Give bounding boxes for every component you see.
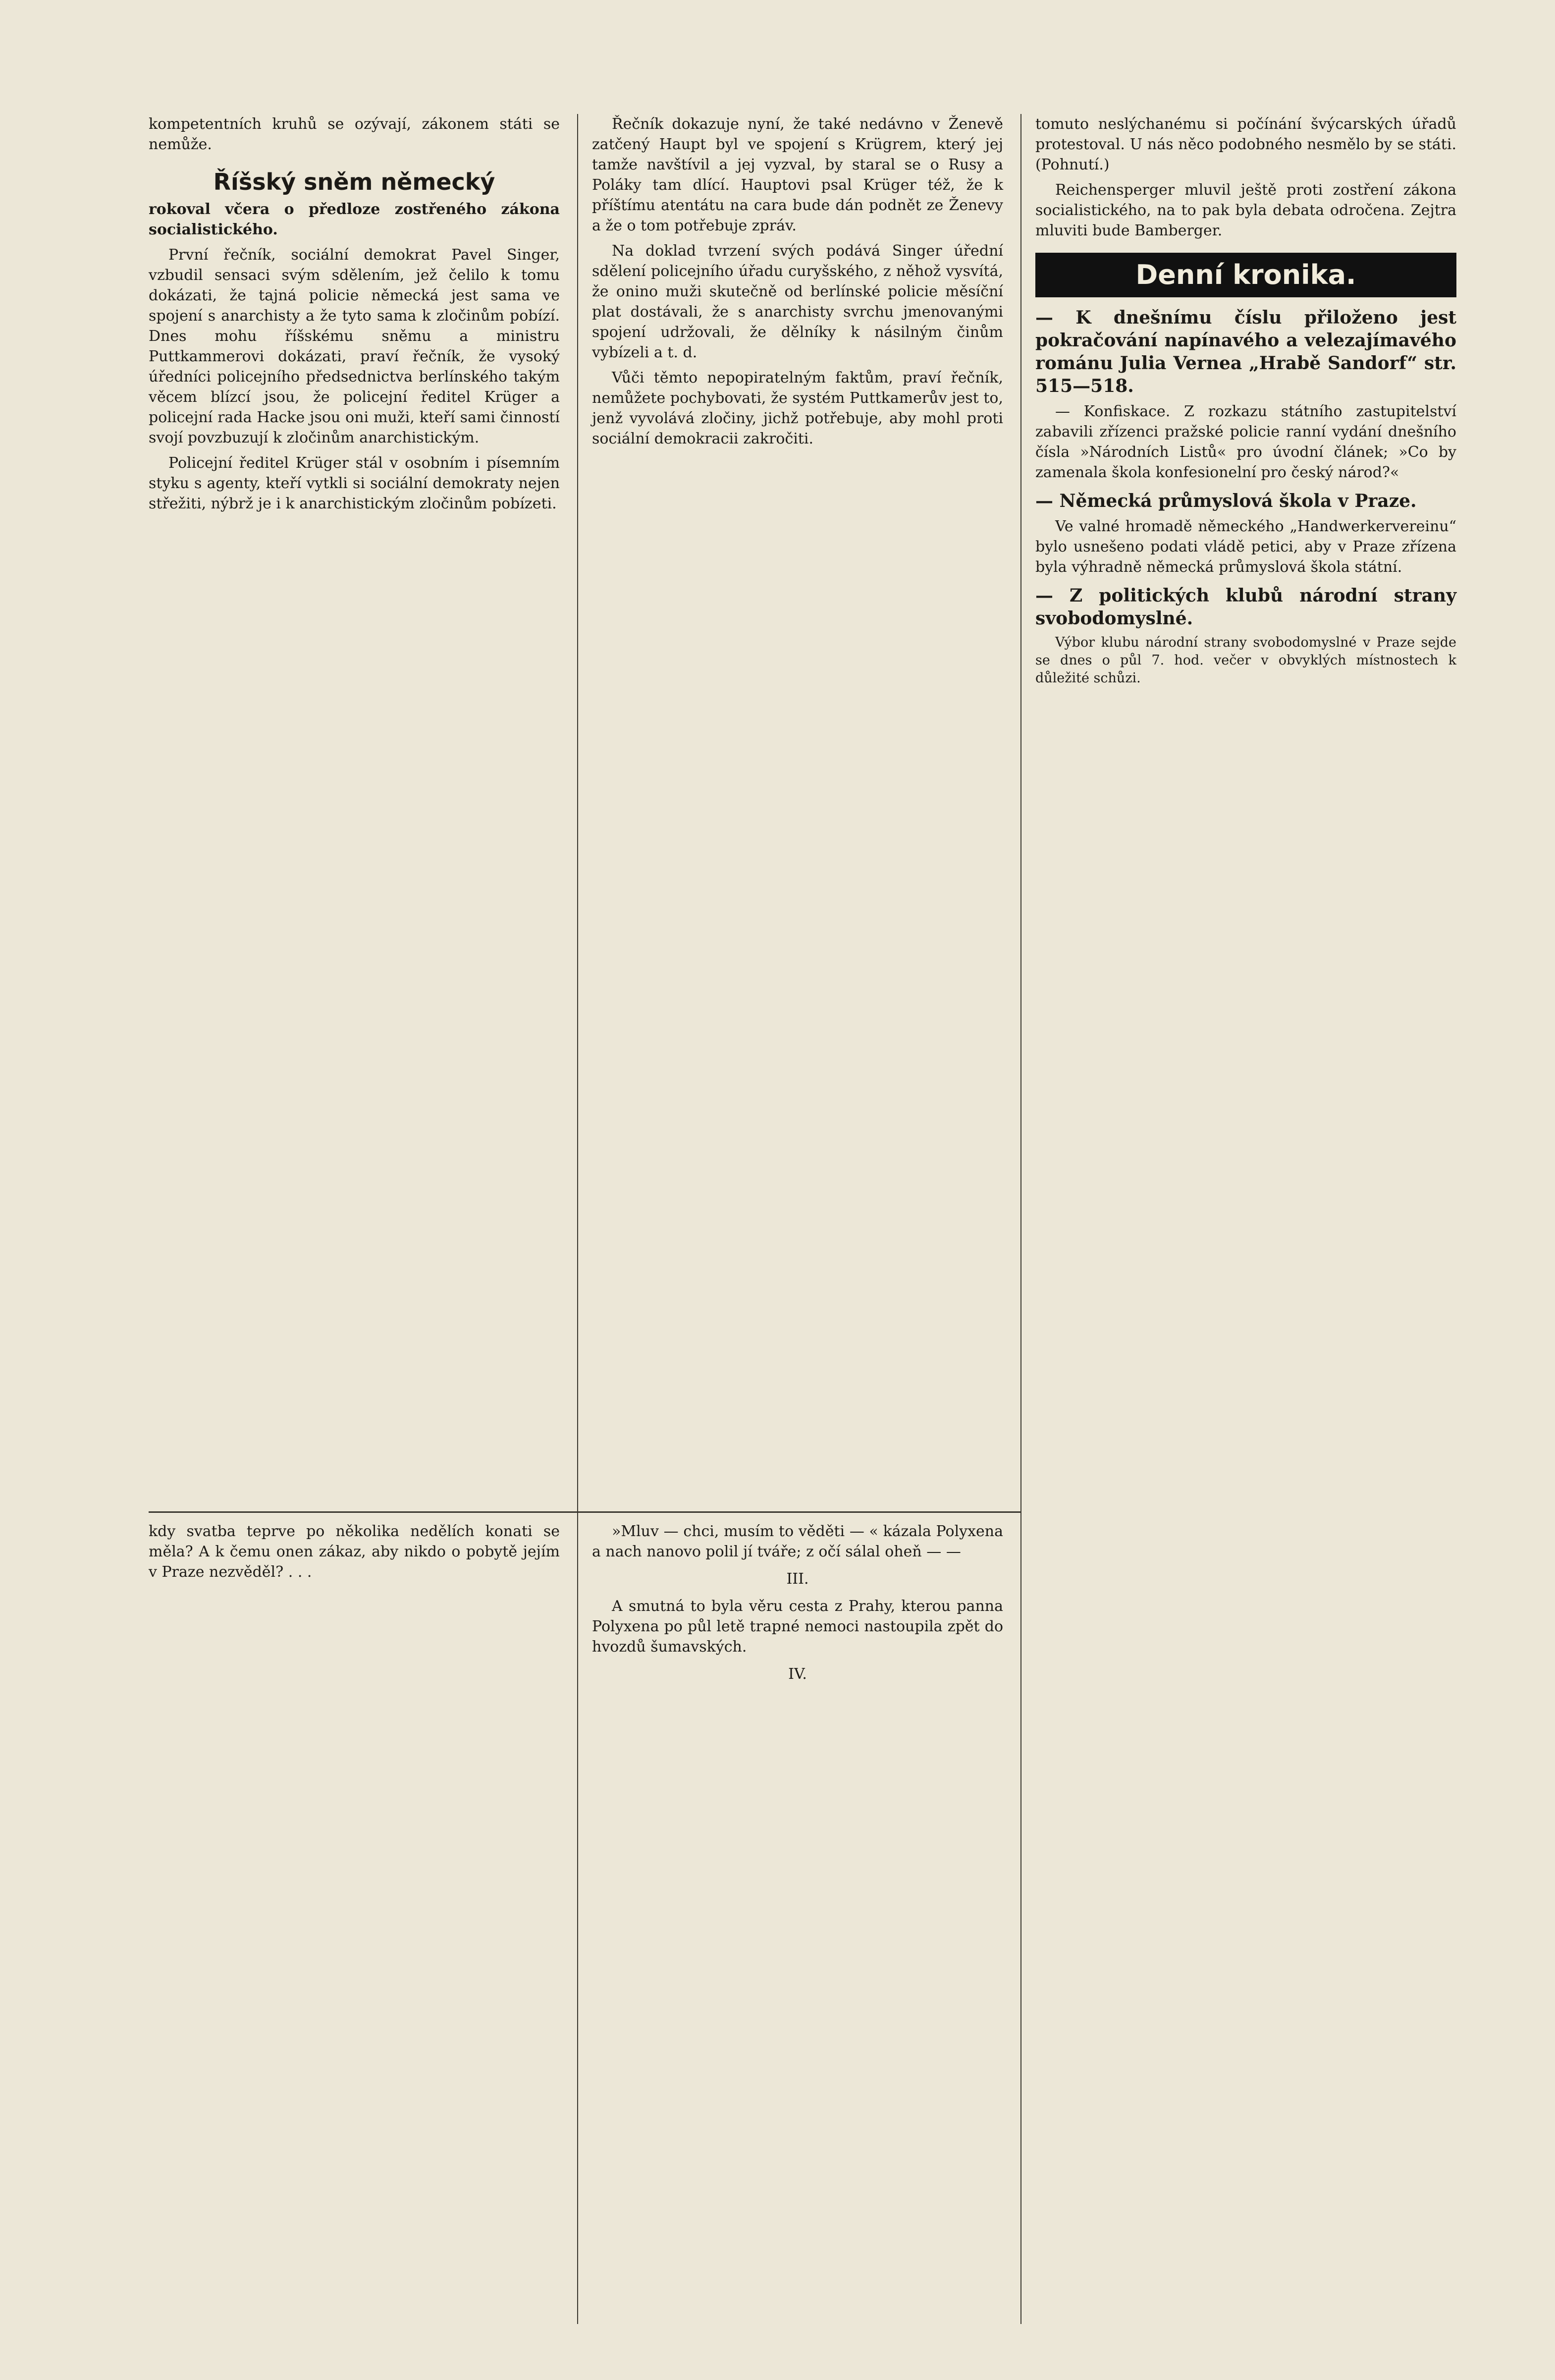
news-headline: — K dnešnímu číslu přiloženo jest pokračování napínavého a velezajímavého románu Julia Vernea „Hrabě Sandorf“ str. 515—518.	[1035, 307, 1456, 396]
para: Na doklad tvrzení svých podává Singer úřední sdělení policejního úřadu curyšského, z něhož vysvítá, že onino muži skutečně od berlínské policie měsíční plat dostávali, že s anarchisty svrchu jmenovanými spojení udržovali, že dělníky k násilným činům vybízeli a t. d.	[592, 242, 1003, 361]
para: tomuto neslýchanému si počínání švýcarských úřadů protestoval. U nás něco podobného nesmělo by se státi. (Pohnutí.)	[1035, 115, 1456, 173]
intro: kompetentních kruhů se ozývají, zákonem státi se nemůže.	[149, 115, 560, 153]
column-2-top	[592, 114, 1003, 454]
chapter-number: IV.	[788, 1665, 807, 1683]
chapter-number: III.	[786, 1570, 809, 1588]
news-headline: — Z politických klubů národní strany svobodomyslné.	[1035, 585, 1456, 629]
para: Reichensperger mluvil ještě proti zostření zákona socialistického, na to pak byla debata odročena. Zejtra mluviti bude Bamberger.	[1035, 181, 1456, 239]
feuilleton-col-2	[592, 1521, 1003, 1691]
column-divider	[577, 114, 578, 2324]
para: »Mluv — chci, musím to věděti — « kázala Polyxena a nach nanovo polil jí tváře; z očí sálal oheň — —	[592, 1523, 1003, 1560]
para: Řečník dokazuje nyní, že také nedávno v Ženevě zatčený Haupt byl ve spojení s Krügrem, který jej tamže navštívil a jej vyzval, by staral se o Rusy a Poláky tam dlící. Hauptovi psal Krüger též, že k příštímu atentátu na cara bude dán podnět ze Ženevy a že o tom potřebuje zpráv.	[592, 115, 1003, 234]
column-divider	[1020, 114, 1021, 2324]
para: rokoval včera o předloze zostřeného zákona socialistického.	[149, 201, 560, 238]
para: První řečník, sociální demokrat Pavel Singer, vzbudil sensaci svým sdělením, jež čelilo k tomu dokázati, že tajná policie německá jest sama ve spojení s anarchisty a že tyto sama k zločinům pobízí. Dnes mohu říšskému sněmu a ministru Puttkammerovi dokázati, praví řečník, že vysoký úředníci policejního předsednictva berlínského takým věcem blízcí jsou, že policejní ředitel Krüger a policejní rada Hacke jsou oni muži, kteří sami činností svojí povzbuzují k zločinům anarchistickým.	[149, 246, 560, 446]
news-headline: — Německá průmyslová škola v Praze.	[1035, 491, 1417, 511]
section-banner: Denní kronika.	[1035, 253, 1456, 297]
para: — Konfiskace. Z rozkazu státního zastupitelství zabavili zřízenci pražské policie ranní vydání dnešního čísla »Národních Listů« pro úvodní článek; »Co by zamenala škola konfesionelní pro český národ?«	[1035, 403, 1456, 481]
para: Ve valné hromadě německého „Handwerkervereinu“ bylo usnešeno podati vládě petici, aby v Praze zřízena byla výhradně německá průmyslová škola státní.	[1035, 518, 1456, 576]
para: Výbor klubu národní strany svobodomyslné v Praze sejde se dnes o půl 7. hod. večer v obvyklých místnostech k důležité schůzi.	[1035, 635, 1456, 686]
column-1-top	[149, 114, 560, 519]
para: A smutná to byla věru cesta z Prahy, kterou panna Polyxena po půl letě trapné nemoci nastoupila zpět do hvozdů šumavských.	[592, 1598, 1003, 1656]
section-title: Říšský sněm německý	[213, 168, 495, 195]
newspaper-page	[149, 114, 1456, 2334]
para: Policejní ředitel Krüger stál v osobním i písemním styku s agenty, kteří vytkli si sociální demokraty nejen střežiti, nýbrž je i k anarchistickým zločinům pobízeti.	[149, 454, 560, 512]
feuilleton-divider	[149, 1511, 1020, 1513]
column-3	[1035, 114, 1456, 692]
feuilleton-col-1	[149, 1521, 560, 1587]
para: kdy svatba teprve po několika nedělích konati se měla? A k čemu onen zákaz, aby nikdo o pobytě jejím v Praze nezvěděl? . . .	[149, 1523, 560, 1581]
para: Vůči těmto nepopiratelným faktům, praví řečník, nemůžete pochybovati, že systém Puttkamerův jest to, jenž vyvolává zločiny, jichž potřebuje, aby mohl proti sociální demokracii zakročiti.	[592, 369, 1003, 447]
